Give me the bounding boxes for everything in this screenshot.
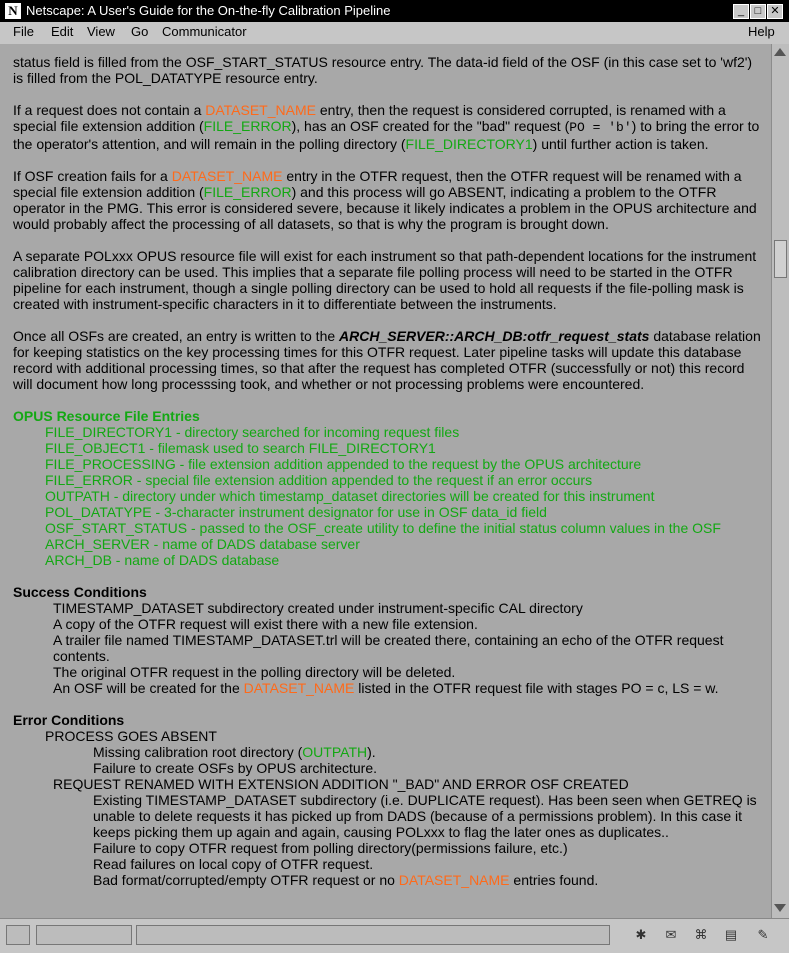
success-heading: Success Conditions xyxy=(13,584,147,600)
error-item: Failure to create OSFs by OPUS architecture. xyxy=(93,760,377,776)
paragraph-statistics: Once all OSFs are created, an entry is written to the ARCH_SERVER::ARCH_DB:otfr_request_stats database relation for keeping statistics on the key processing times for this OTFR request. Later pipeline tasks will update this database record with additional processing times, so that after the request has completed OTFR (successfully or not) this record will document how long processsing took, and whether or not processing problems were encountered. xyxy=(13,328,761,392)
paragraph-resource-file: A separate POLxxx OPUS resource file will exist for each instrument so that path-dependent locations for the instrument calibration directory can be used. This implies that a separate file polling process will need to be started in the OTFR pipeline for each instrument, though a single polling directory can be used to hold all requests if the file-polling mask is created with instrument-specific characters in it to differentiate between the instruments. xyxy=(13,248,757,312)
resource-entry: POL_DATATYPE - 3-character instrument designator for use in OSF data_id field xyxy=(45,504,547,520)
resource-ref: DATASET_NAME xyxy=(205,102,316,118)
error-section xyxy=(13,712,763,888)
vertical-scrollbar[interactable] xyxy=(771,44,789,918)
close-button[interactable]: ✕ xyxy=(767,4,783,19)
document-body xyxy=(13,54,763,888)
error-subheading: PROCESS GOES ABSENT xyxy=(45,728,217,744)
maximize-button[interactable]: □ xyxy=(750,4,766,19)
success-item: An OSF will be created for the DATASET_NAME listed in the OTFR request file with stages PO = c, LS = w. xyxy=(53,680,719,696)
success-item: TIMESTAMP_DATASET subdirectory created under instrument-specific CAL directory xyxy=(53,600,583,616)
offline-icon[interactable]: ✎ xyxy=(757,927,769,942)
resource-entry: OUTPATH - directory under which timestamp_dataset directories will be created for this instrument xyxy=(45,488,655,504)
resource-ref: FILE_ERROR xyxy=(203,118,292,134)
menu-bar xyxy=(0,22,789,44)
error-heading: Error Conditions xyxy=(13,712,125,728)
progress-bar xyxy=(36,925,132,945)
success-item: A trailer file named TIMESTAMP_DATASET.trl will be created there, containing an echo of the OTFR request contents. xyxy=(53,632,724,664)
error-item: Failure to copy OTFR request from polling directory(permissions failure, etc.) xyxy=(93,840,568,856)
status-bar xyxy=(0,918,789,953)
scroll-thumb[interactable] xyxy=(774,240,787,278)
menu-communicator[interactable]: Communicator xyxy=(162,24,247,39)
success-item: A copy of the OTFR request will exist there with a new file extension. xyxy=(53,616,478,632)
mail-icon[interactable]: ✉ xyxy=(665,927,677,942)
resource-entry: ARCH_SERVER - name of DADS database server xyxy=(45,536,360,552)
intro-paragraph: status field is filled from the OSF_START_STATUS resource entry. The data-id field of the OSF (in this case set to 'wf2') is filled from the POL_DATATYPE resource entry. xyxy=(13,54,753,86)
paragraph-missing-dataset: If a request does not contain a DATASET_NAME entry, then the request is considered corrupted, is renamed with a special file extension addition (FILE_ERROR), has an OSF created for the "bad" request (PO = 'b') to bring the error to the operator's attention, and will remain in the polling directory (FILE_DIRECTORY1) until further action is taken. xyxy=(13,102,760,152)
netscape-logo-icon: N xyxy=(5,3,21,19)
error-subheading: REQUEST RENAMED WITH EXTENSION ADDITION "_BAD" AND ERROR OSF CREATED xyxy=(53,776,629,792)
resource-ref: DATASET_NAME xyxy=(171,168,283,184)
error-item: Missing calibration root directory (OUTPATH). xyxy=(93,744,376,760)
navigator-icon[interactable]: ✱ xyxy=(635,927,647,942)
error-item: Bad format/corrupted/empty OTFR request or no DATASET_NAME entries found. xyxy=(93,872,599,888)
menu-edit[interactable]: Edit xyxy=(51,24,74,39)
success-item: The original OTFR request in the polling directory will be deleted. xyxy=(53,664,456,680)
composer-icon[interactable]: ▤ xyxy=(724,927,738,942)
menu-view[interactable]: View xyxy=(87,24,115,39)
status-text xyxy=(136,925,610,945)
resource-entry: OSF_START_STATUS - passed to the OSF_create utility to define the initial status column values in the OSF xyxy=(45,520,721,536)
error-item: Read failures on local copy of OTFR request. xyxy=(93,856,374,872)
resource-entry: FILE_OBJECT1 - filemask used to search FILE_DIRECTORY1 xyxy=(45,440,436,456)
menu-go[interactable]: Go xyxy=(131,24,149,39)
menu-help[interactable]: Help xyxy=(748,24,775,39)
resource-ref: FILE_DIRECTORY1 xyxy=(405,136,533,152)
discussions-icon[interactable]: ⌘ xyxy=(694,927,708,942)
window-title: Netscape: A User's Guide for the On-the-fly Calibration Pipeline xyxy=(26,3,391,18)
security-lock-icon[interactable] xyxy=(6,925,30,945)
resource-ref: FILE_ERROR xyxy=(203,184,292,200)
resource-entries-heading: OPUS Resource File Entries xyxy=(13,408,200,424)
paragraph-osf-failure: If OSF creation fails for a DATASET_NAME entry in the OTFR request, then the OTFR request will be renamed with a special file extension addition (FILE_ERROR) and this process will go ABSENT, indicating a problem to the OTFR operator in the PMG. This error is considered severe, because it likely indicates a problem in the OPUS architecture and would probably affect the processing of all datasets, so that is why the program is brought down. xyxy=(13,168,757,232)
error-item: Existing TIMESTAMP_DATASET subdirectory (i.e. DUPLICATE request). Has been seen when GETREQ is unable to delete requests it has picked up from DADS (because of a permissions problem). In this case it keeps picking them up again and again, causing POLxxx to flag the later ones as duplicates.. xyxy=(93,792,757,840)
scroll-down-icon[interactable] xyxy=(774,904,786,912)
success-section xyxy=(13,584,763,696)
resource-entry: FILE_PROCESSING - file extension addition appended to the request by the OPUS architecture xyxy=(45,456,642,472)
resource-entry: ARCH_DB - name of DADS database xyxy=(45,552,280,568)
resource-entry: FILE_ERROR - special file extension addition appended to the request if an error occurs xyxy=(45,472,593,488)
page-content xyxy=(0,44,771,918)
resource-entry: FILE_DIRECTORY1 - directory searched for incoming request files xyxy=(45,424,460,440)
scroll-up-icon[interactable] xyxy=(774,48,786,56)
menu-file[interactable]: File xyxy=(13,24,34,39)
title-bar xyxy=(0,0,789,22)
minimize-button[interactable]: _ xyxy=(733,4,749,19)
resource-entries-section xyxy=(13,408,763,568)
